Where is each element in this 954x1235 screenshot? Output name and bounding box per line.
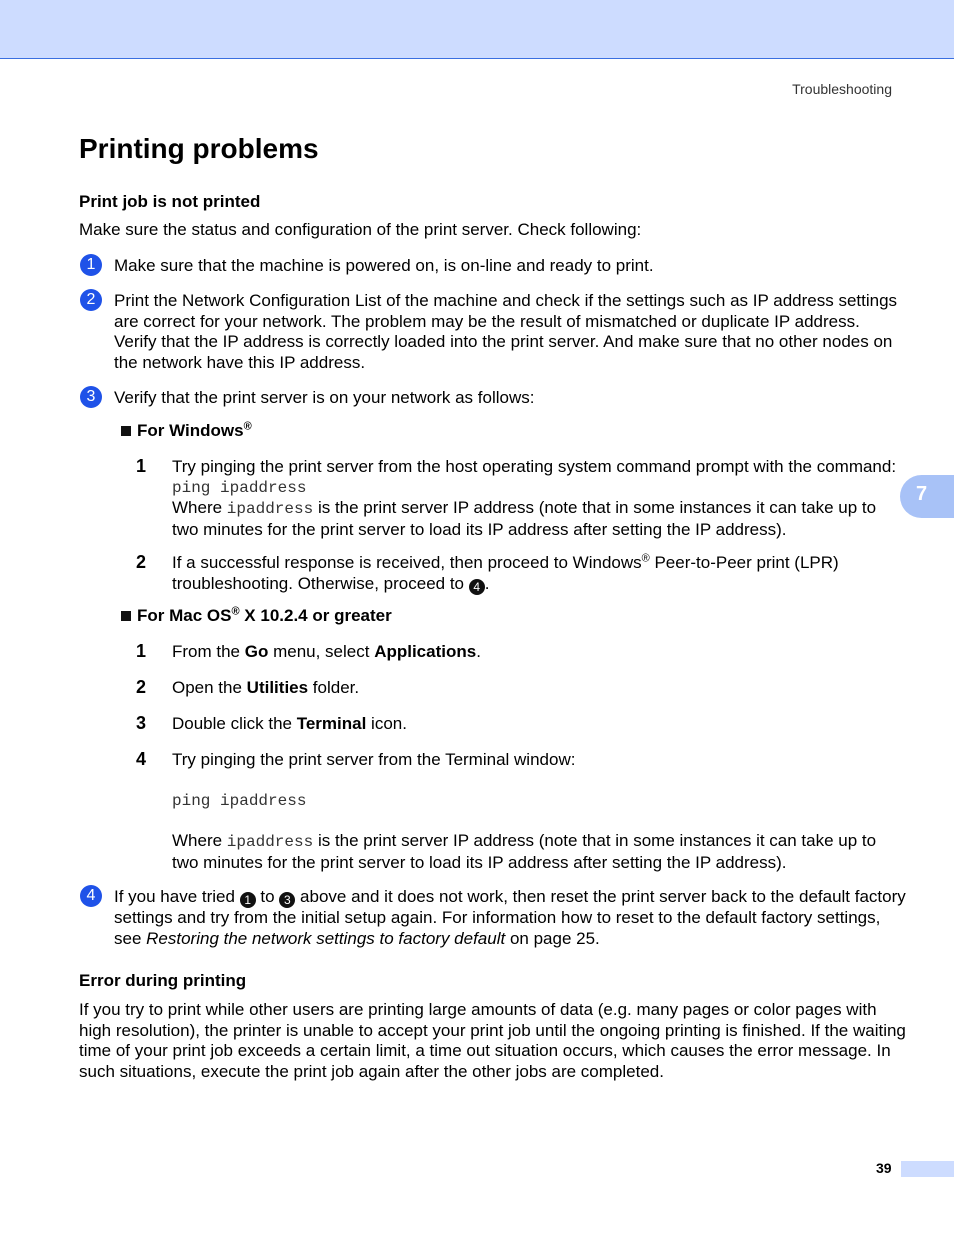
section-heading-error: Error during printing bbox=[79, 971, 247, 990]
mac-step-1-text bbox=[172, 642, 481, 663]
text-run: Double click the bbox=[172, 714, 297, 733]
applications-term: Applications bbox=[374, 642, 477, 661]
where-text: is the print server IP address (note that in some instances it can take up to bbox=[313, 498, 877, 517]
win-step-2-text bbox=[172, 553, 839, 595]
text-run: . bbox=[476, 642, 481, 661]
step-2-text bbox=[114, 291, 897, 373]
win-step-1-number: 1 bbox=[136, 456, 147, 476]
section-heading-print-job: Print job is not printed bbox=[79, 192, 261, 211]
windows-heading-text: For Windows bbox=[137, 421, 244, 440]
ping-command: ping ipaddress bbox=[172, 792, 307, 810]
step-1-text: Make sure that the machine is powered on, is on-line and ready to print. bbox=[114, 256, 654, 275]
mac-step-4-where bbox=[172, 831, 876, 873]
chapter-number: 7 bbox=[916, 483, 928, 505]
step-2-line: Verify that the IP address is correctly loaded into the print server. And make sure that no other nodes on bbox=[114, 332, 893, 351]
mac-step-3-number: 3 bbox=[136, 713, 147, 733]
mac-step-1-number: 1 bbox=[136, 641, 147, 661]
ipaddress-code: ipaddress bbox=[226, 500, 314, 518]
text-run: see bbox=[114, 928, 147, 948]
step-badge-3: 3 bbox=[80, 386, 102, 408]
section-intro: Make sure the status and configuration of the print server. Check following: bbox=[79, 220, 642, 239]
step-4-text bbox=[114, 887, 906, 949]
header-band bbox=[0, 0, 954, 59]
chapter-tab bbox=[900, 475, 954, 518]
win-step-1-where bbox=[172, 498, 896, 520]
win-step-2-number: 2 bbox=[136, 552, 147, 572]
win-step-2-text-c: troubleshooting. Otherwise, proceed to bbox=[172, 573, 469, 593]
paragraph-line: such situations, execute the print job again after the other jobs are completed. bbox=[79, 1061, 664, 1081]
paragraph-line: time of your print job exceeds a certain limit, a time out situation occurs, which causes the error message. In bbox=[79, 1041, 891, 1060]
error-paragraph bbox=[79, 1000, 906, 1082]
step-badge-1: 1 bbox=[80, 254, 102, 276]
go-menu-term: Go bbox=[244, 642, 269, 661]
utilities-term: Utilities bbox=[246, 678, 309, 697]
registered-mark: ® bbox=[243, 420, 252, 433]
text-run: on page 25. bbox=[505, 928, 600, 948]
cross-reference-link[interactable]: Restoring the network settings to factory default bbox=[146, 928, 506, 948]
where-text: is the print server IP address (note that in some instances it can take up to bbox=[313, 831, 877, 850]
paragraph-line: high resolution), the printer is unable to accept your print job until the ongoing printing is finished. If the waiting bbox=[79, 1020, 906, 1040]
mac-step-4-number: 4 bbox=[136, 749, 147, 769]
text-run: From the bbox=[172, 642, 245, 661]
mac-heading-a: For Mac OS bbox=[137, 606, 232, 625]
mac-step-2-number: 2 bbox=[136, 677, 147, 697]
mac-heading-b: X 10.2.4 or greater bbox=[239, 606, 392, 625]
step-badge-4: 4 bbox=[80, 885, 102, 907]
mac-step-2-text bbox=[172, 678, 359, 699]
text-run: If you have tried bbox=[114, 887, 240, 906]
win-step-1-text bbox=[172, 457, 896, 540]
step-2-line: the network have this IP address. bbox=[114, 352, 366, 372]
step-ref-badge: 1 bbox=[240, 892, 256, 908]
win-step-1-line: Try pinging the print server from the host operating system command prompt with the command: bbox=[172, 457, 897, 476]
win-step-2-text-d: . bbox=[484, 573, 490, 593]
page-title: Printing problems bbox=[79, 133, 319, 164]
windows-heading bbox=[137, 421, 252, 441]
running-header: Troubleshooting bbox=[792, 81, 892, 97]
step-2-line: are correct for your network. The problem may be the result of mismatched or duplicate IP address. bbox=[114, 311, 860, 331]
registered-mark: ® bbox=[641, 552, 650, 565]
paragraph-line: If you try to print while other users are printing large amounts of data (e.g. many pages or color pages with bbox=[79, 1000, 877, 1019]
win-step-1-line: two minutes for the print server to load its IP address after setting the IP address). bbox=[172, 519, 787, 539]
win-step-2-text-a: If a successful response is received, then proceed to Windows bbox=[172, 553, 642, 572]
terminal-term: Terminal bbox=[296, 714, 367, 733]
step-ref-badge: 4 bbox=[469, 579, 485, 595]
footer-bar bbox=[901, 1161, 954, 1177]
square-bullet-icon bbox=[121, 426, 131, 436]
text-run: Open the bbox=[172, 678, 247, 697]
win-step-2-text-b: Peer-to-Peer print (LPR) bbox=[649, 553, 839, 572]
square-bullet-icon bbox=[121, 611, 131, 621]
step-4-line: settings and try from the initial setup again. For information how to reset to the default factory settings, bbox=[114, 908, 881, 927]
mac-heading bbox=[137, 606, 392, 626]
where-label: Where bbox=[172, 831, 227, 850]
mac-step-3-text bbox=[172, 714, 407, 735]
text-run: above and it does not work, then reset the print server back to the default factory bbox=[295, 887, 906, 906]
where-label: Where bbox=[172, 498, 227, 517]
step-2-line: Print the Network Configuration List of the machine and check if the settings such as IP address settings bbox=[114, 291, 898, 310]
page-number: 39 bbox=[876, 1160, 892, 1176]
mac-step-4-text: Try pinging the print server from the Terminal window: bbox=[172, 750, 576, 769]
step-3-text: Verify that the print server is on your network as follows: bbox=[114, 388, 535, 407]
step-badge-2: 2 bbox=[80, 289, 102, 311]
step-ref-badge: 3 bbox=[279, 892, 295, 908]
text-run: icon. bbox=[366, 714, 407, 733]
text-run: to bbox=[255, 887, 280, 906]
text-run: folder. bbox=[308, 678, 360, 697]
ipaddress-code: ipaddress bbox=[226, 833, 314, 851]
registered-mark: ® bbox=[231, 605, 240, 618]
ping-command: ping ipaddress bbox=[172, 478, 307, 497]
mac-step-4-line: two minutes for the print server to load its IP address after setting the IP address). bbox=[172, 852, 787, 872]
text-run: menu, select bbox=[268, 642, 375, 661]
